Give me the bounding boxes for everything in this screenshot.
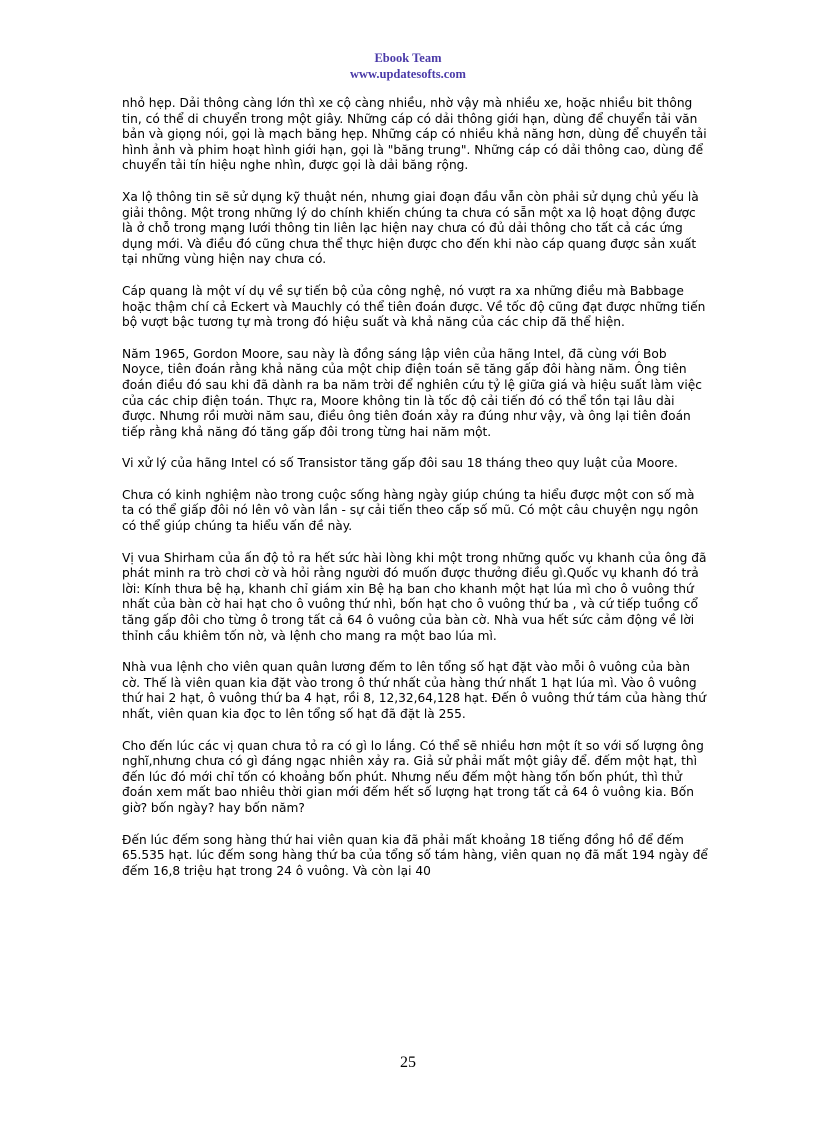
paragraph: Cho đến lúc các vị quan chưa tỏ ra có gì lo lắng. Có thể sẽ nhiều hơn một ít so với số lượng ông nghĩ,nhưng chưa có gì đáng ngạc nhiên xảy ra. Giả sử phải mất một giây để. đếm một hạt, thì đến lúc đó mới chỉ tốn có khoảng bốn phút. Nhưng nếu đếm một hàng tốn bốn phút, thì thử đoán xem mất bao nhiêu thời gian mới đếm hết số lượng hạt trong tất cả 64 ô vuông kia. Bốn giờ? bốn ngày? hay bốn năm? [122,738,704,815]
header-url: www.updatesofts.com [350,67,466,81]
page-number: 25 [400,1054,416,1071]
paragraph: Vị vua Shirham của ấn độ tỏ ra hết sức hài lòng khi một trong những quốc vụ khanh của ông đã phát minh ra trò chơi cờ và hỏi rằng người đó muốn được thưởng điều gì.Quốc vụ khanh đó trả lời: Kính thưa bệ hạ, khanh chỉ giám xin Bệ hạ ban cho khanh một hạt lúa mì cho ô vuông thứ nhất của bàn cờ hai hạt cho ô vuông thứ nhì, bốn hạt cho ô vuông thứ ba , và cứ tiếp tuồng cổ tăng gấp đôi cho từng ô trong tất cả 64 ô vuông của bàn cờ. Nhà vua hết sức cảm động về lời thỉnh cầu khiêm tốn nờ, và lệnh cho mang ra một bao lúa mì. [122,550,707,643]
paragraph: Vi xử lý của hãng Intel có số Transistor tăng gấp đôi sau 18 tháng theo quy luật của Moore. [122,456,678,471]
paragraph: Năm 1965, Gordon Moore, sau này là đồng sáng lập viên của hãng Intel, đã cùng với Bob Noyce, tiên đoán rằng khả năng của một chip điện toán sẽ tăng gấp đôi hàng năm. Ông tiên đoán điều đó sau khi đã dành ra ba năm trời để nghiên cứu tỷ lệ giữa giá và hiệu suất làm việc của các chip điện toán. Thực ra, Moore không tin là tốc độ cải tiến đó có thể tồn tại lâu dài được. Nhưng rồi mười năm sau, điều ông tiên đoán xảy ra đúng như vậy, và ông lại tiên đoán tiếp rằng khả năng đó tăng gấp đôi trong từng hai năm một. [122,346,702,439]
paragraph: Xa lộ thông tin sẽ sử dụng kỹ thuật nén, nhưng giai đoạn đầu vẫn còn phải sử dụng chủ yếu là giải thông. Một trong những lý do chính khiến chúng ta chưa có sẵn một xa lộ hoạt động được là ở chỗ trong mạng lưới thông tin liên lạc hiện nay chưa có đủ dải thông cho tất cả các ứng dụng mới. Và điều đó cũng chưa thể thực hiện được cho đến khi nào cáp quang được sản xuất tại những vùng hiện nay chưa có. [122,189,699,267]
paragraph: Chưa có kinh nghiệm nào trong cuộc sống hàng ngày giúp chúng ta hiểu được một con số mà ta có thể giấp đôi nó lên vô vàn lần - sự cải tiến theo cấp số mũ. Có một câu chuyện ngụ ngôn có thể giúp chúng ta hiểu vấn đề này. [122,487,699,534]
paragraph: nhỏ hẹp. Dải thông càng lớn thì xe cộ càng nhiều, nhờ vậy mà nhiều xe, hoặc nhiều bit thông tin, có thể di chuyển trong một giây. Những cáp có dải thông giới hạn, dùng để chuyển tải văn bản và giọng nói, gọi là mạch băng hẹp. Những cáp có nhiều khả năng hơn, dùng để chuyển tải hình ảnh và phim hoạt hình giới hạn, gọi là "băng trung". Những cáp có dải thông cao, dùng để chuyển tải tín hiệu nghe nhìn, được gọi là dải băng rộng. [122,96,707,173]
page-header [0,50,816,82]
header-title: Ebook Team [374,51,442,65]
paragraph: Nhà vua lệnh cho viên quan quân lương đếm to lên tổng số hạt đặt vào mỗi ô vuông của bàn cờ. Thế là viên quan kia đặt vào trong ô thứ nhất của hàng thứ nhất 1 hạt lúa mì. Vào ô vuông thứ hai 2 hạt, ô vuông thứ ba 4 hạt, rồi 8, 12,32,64,128 hạt. Đến ô vuông thứ tám của hàng thứ nhất, viên quan kia đọc to lên tổng số hạt đã đặt là 255. [122,660,706,721]
paragraph: Cáp quang là một ví dụ về sự tiến bộ của công nghệ, nó vượt ra xa những điều mà Babbage hoặc thậm chí cả Eckert và Mauchly có thể tiên đoán được. Về tốc độ cũng đạt được những tiến bộ vượt bậc tương tự mà trong đó hiệu suất và khả năng của các chip đã thể hiện. [122,283,706,330]
paragraph: Đến lúc đếm song hàng thứ hai viên quan kia đã phải mất khoảng 18 tiếng đồng hồ để đếm 65.535 hạt. lúc đếm song hàng thứ ba của tổng số tám hàng, viên quan nọ đã mất 194 ngày để đếm 16,8 triệu hạt trong 24 ô vuông. Và còn lại 40 [122,832,708,878]
body-text [122,96,708,895]
